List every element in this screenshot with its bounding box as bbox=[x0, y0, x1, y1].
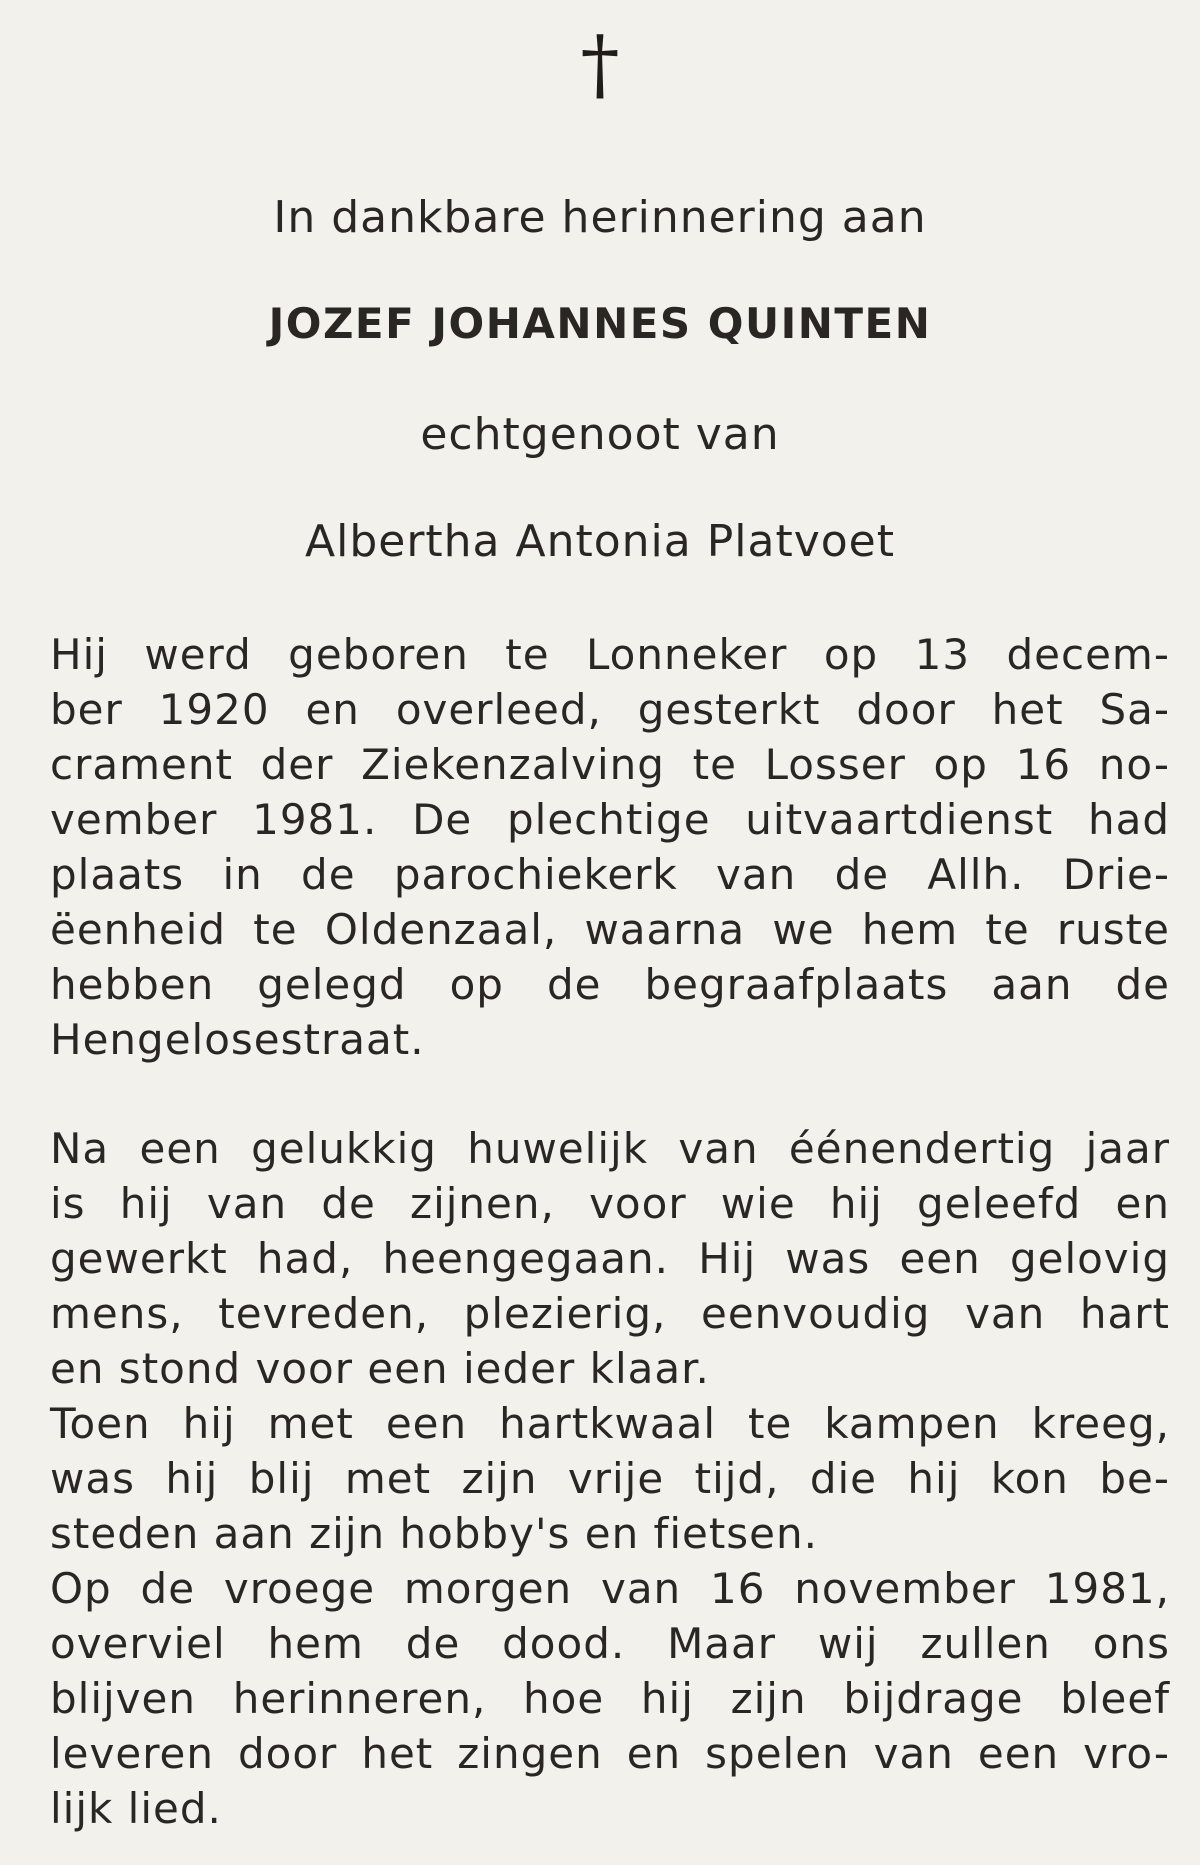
text-line: en stond voor een ieder klaar. bbox=[50, 1344, 710, 1393]
text-line: overviel hem de dood. Maar wij zullen ons bbox=[50, 1619, 1170, 1668]
text-line: plaats in de parochiekerk van de Allh. Drie- bbox=[50, 850, 1170, 899]
remembrance-paragraph bbox=[50, 1121, 1170, 1836]
spouse-name: Albertha Antonia Platvoet bbox=[305, 516, 895, 567]
text-line: leveren door het zingen en spelen van een vro- bbox=[50, 1729, 1170, 1778]
deceased-name: JOZEF JOHANNES QUINTEN bbox=[268, 299, 932, 348]
text-line: vember 1981. De plechtige uitvaartdienst had bbox=[50, 795, 1170, 844]
text-line: ber 1920 en overleed, gesterkt door het Sa- bbox=[50, 685, 1170, 734]
text-line: was hij blij met zijn vrije tijd, die hij kon be- bbox=[50, 1454, 1170, 1503]
text-line: Na een gelukkig huwelijk van éénendertig jaar bbox=[50, 1124, 1170, 1173]
text-line: ëenheid te Oldenzaal, waarna we hem te ruste bbox=[50, 905, 1170, 954]
relation-text: echtgenoot van bbox=[420, 409, 780, 460]
text-line: Toen hij met een hartkwaal te kampen kreeg, bbox=[50, 1399, 1170, 1448]
text-line: mens, tevreden, plezierig, eenvoudig van hart bbox=[50, 1289, 1170, 1338]
text-line: gewerkt had, heengegaan. Hij was een gelovig bbox=[50, 1234, 1170, 1283]
cross-icon: † bbox=[580, 20, 620, 110]
text-line: hebben gelegd op de begraafplaats aan de bbox=[50, 960, 1170, 1009]
text-line: Hij werd geboren te Lonneker op 13 decem- bbox=[50, 630, 1170, 679]
text-line: crament der Ziekenzalving te Losser op 16 no- bbox=[50, 740, 1170, 789]
text-line: Hengelosestraat. bbox=[50, 1015, 425, 1064]
text-line: lijk lied. bbox=[50, 1784, 222, 1833]
text-line: Op de vroege morgen van 16 november 1981, bbox=[50, 1564, 1170, 1613]
text-line: is hij van de zijnen, voor wie hij geleefd en bbox=[50, 1179, 1170, 1228]
text-line: steden aan zijn hobby's en fietsen. bbox=[50, 1509, 818, 1558]
biography-paragraph bbox=[50, 627, 1170, 1067]
intro-text: In dankbare herinnering aan bbox=[273, 192, 927, 243]
text-line: blijven herinneren, hoe hij zijn bijdrage bleef bbox=[50, 1674, 1170, 1723]
